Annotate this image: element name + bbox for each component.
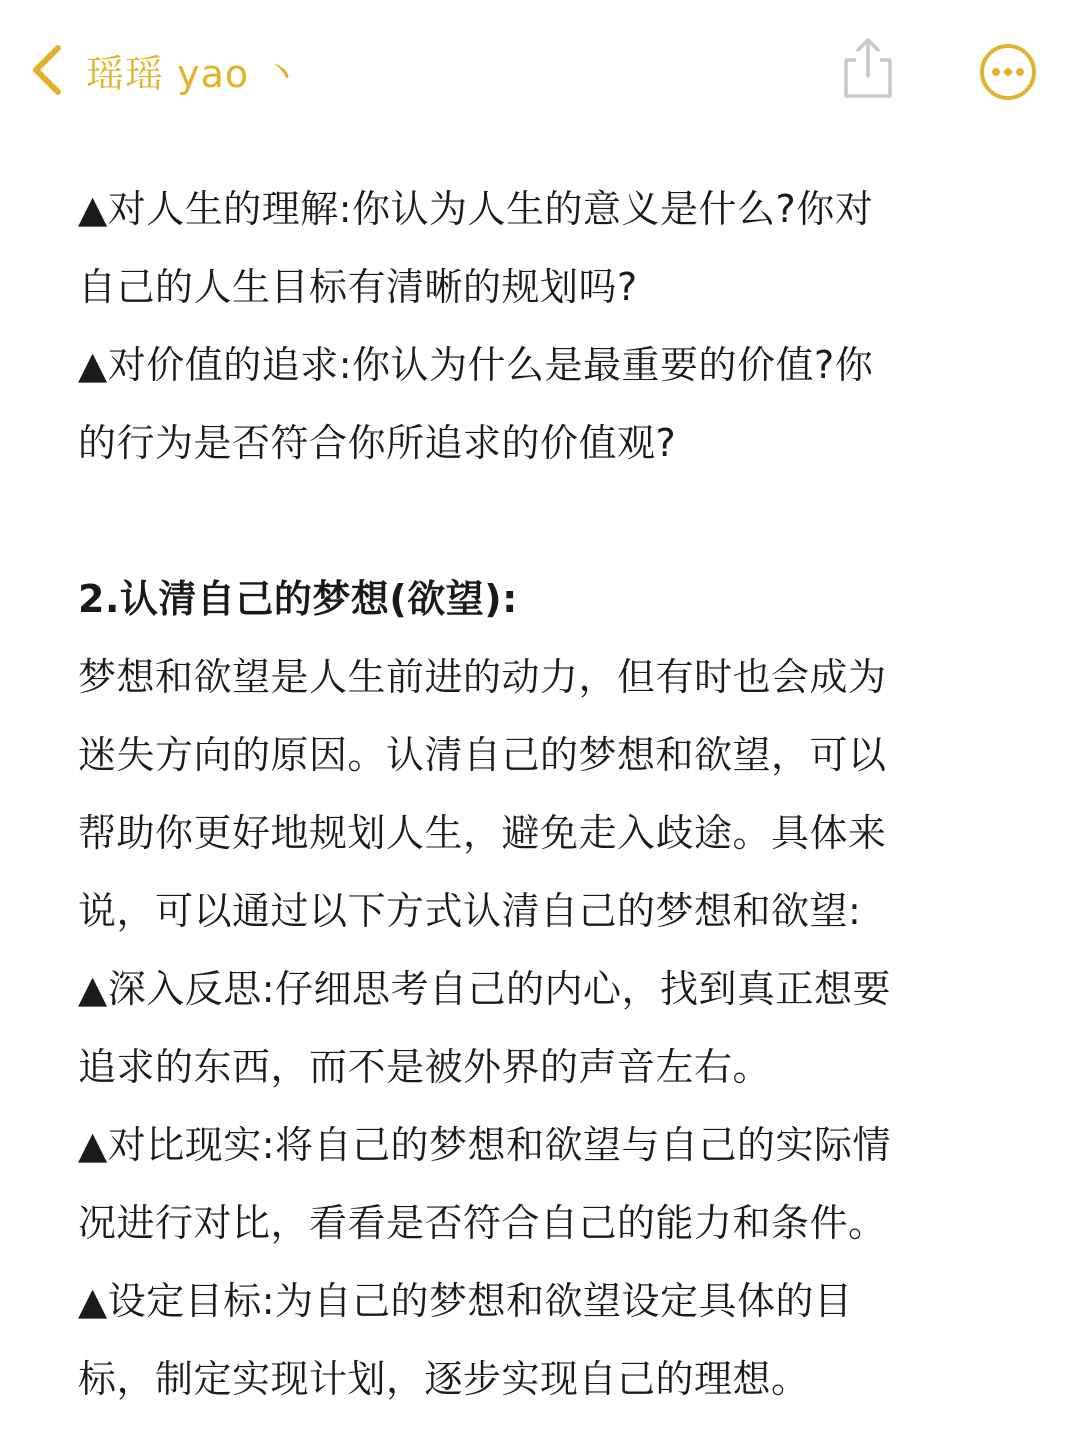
share-icon[interactable] (840, 85, 896, 104)
text-line: 况进行对比，看看是否符合自己的能力和条件。 (78, 1201, 887, 1245)
back-button[interactable] (28, 40, 301, 100)
text-line: 追求的东西，而不是被外界的声音左右。 (78, 1045, 772, 1089)
text-line: ▲对比现实:将自己的梦想和欲望与自己的实际情 (78, 1123, 892, 1167)
text-line: 迷失方向的原因。认清自己的梦想和欲望，可以 (78, 733, 887, 777)
section-heading: 2.认清自己的梦想(欲望): (78, 577, 518, 621)
more-icon[interactable] (978, 87, 1038, 106)
blank-line (78, 482, 1008, 560)
more-options-button[interactable] (978, 42, 1038, 102)
top-navigation-bar (0, 0, 1080, 140)
text-line: ▲对人生的理解:你认为人生的意义是什么?你对 (78, 187, 874, 231)
chevron-left-icon[interactable] (28, 40, 68, 100)
text-line: 标，制定实现计划，逐步实现自己的理想。 (78, 1357, 810, 1401)
text-line: 梦想和欲望是人生前进的动力，但有时也会成为 (78, 655, 887, 699)
text-line: 的行为是否符合你所追求的价值观? (78, 421, 677, 465)
text-line: ▲设定目标:为自己的梦想和欲望设定具体的目 (78, 1279, 853, 1323)
text-line: 帮助你更好地规划人生，避免走入歧途。具体来 (78, 811, 887, 855)
back-label[interactable]: 瑶瑶 yao 丶 (86, 51, 302, 96)
text-line: 说，可以通过以下方式认清自己的梦想和欲望: (78, 889, 862, 933)
text-line: ▲对价值的追求:你认为什么是最重要的价值?你 (78, 343, 874, 387)
note-content (78, 170, 1008, 1418)
share-button[interactable] (840, 36, 896, 100)
text-line: ▲深入反思:仔细思考自己的内心，找到真正想要 (78, 967, 892, 1011)
text-line: 自己的人生目标有清晰的规划吗? (78, 265, 638, 309)
